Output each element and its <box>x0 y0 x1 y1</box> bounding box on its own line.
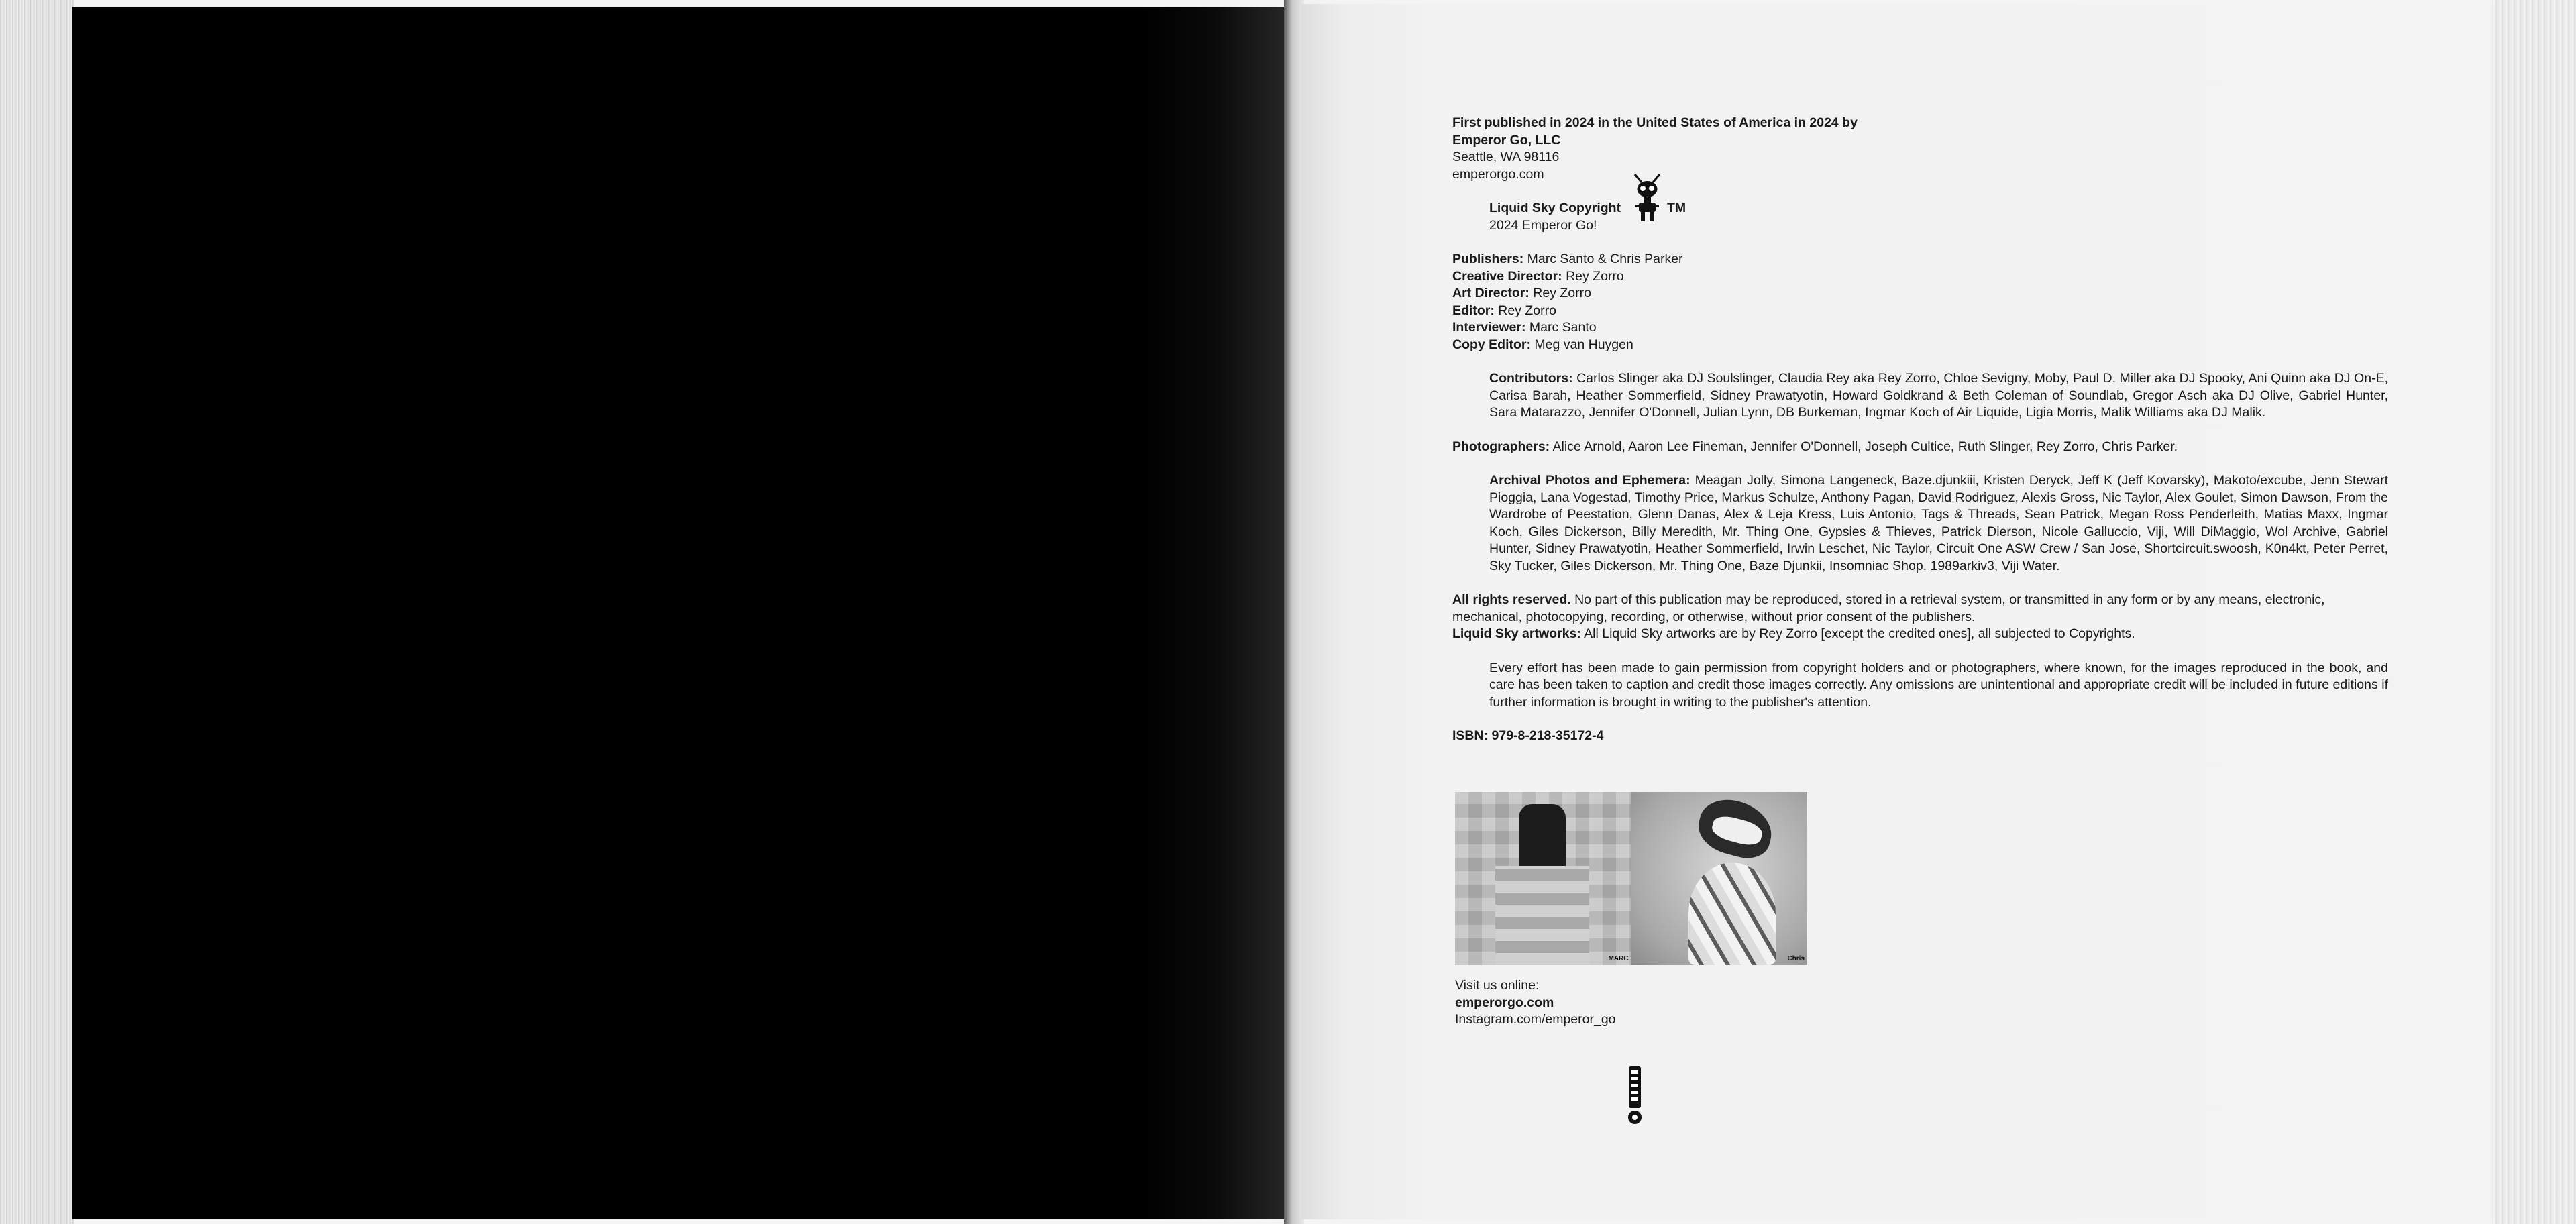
isbn: ISBN: 979-8-218-35172-4 <box>1452 728 1604 743</box>
rights-paragraph: All rights reserved. No part of this publication may be reproduced, stored in a retrieval system, or transmitted in any form or by any means, electronic, mechanical, photocopying, recording, or otherwise, without prior consent of the publishers. <box>1452 592 2325 624</box>
photo-caption: MARC <box>1608 955 1629 962</box>
credit-row: Copy Editor: Meg van Huygen <box>1452 337 1633 352</box>
credit-row: Editor: Rey Zorro <box>1452 302 1556 318</box>
emperor-go-bug-logo-icon <box>1632 173 1662 225</box>
page-edges-right <box>2492 0 2576 1224</box>
photographers-paragraph: Photographers: Alice Arnold, Aaron Lee Fineman, Jennifer O'Donnell, Joseph Cultice, Ruth Slinger, Rey Zorro, Chris Parker. <box>1452 439 2178 454</box>
publication-line: First published in 2024 in the United States of America in 2024 by <box>1452 115 1858 130</box>
trademark-mark: TM <box>1667 201 1686 215</box>
right-page <box>1301 4 2497 1219</box>
photo-strip <box>1455 792 1807 965</box>
copyright-line: Liquid Sky Copyright <box>1489 201 1621 215</box>
copyright-year: 2024 Emperor Go! <box>1489 217 1597 233</box>
emperor-go-vertical-logo-icon <box>1627 1066 1642 1125</box>
visit-label: Visit us online: <box>1455 978 1540 993</box>
visit-online-block <box>1455 977 1616 1029</box>
contributors-paragraph: Contributors: Carlos Slinger aka DJ Soulslinger, Claudia Rey aka Rey Zorro, Chloe Sevigny, Moby, Paul D. Miller aka DJ Spooky, Ani Quinn aka DJ On-E, Carisa Barah, Heather Sommerfield, Sidney Prawatyotin, Howard Goldkrand & Beth Coleman of Soundlab, Gregor Asch aka DJ Olive, Gabriel Hunter, Sara Matarazzo, Jennifer O'Donnell, Julian Lynn, DB Burkeman, Ingmar Koch of Air Liquide, Ligia Morris, Malik Williams aka DJ Malik. <box>1489 371 2388 420</box>
publisher-website: emperorgo.com <box>1452 166 1544 182</box>
left-page-black <box>72 7 1287 1219</box>
photo-caption: Chris <box>1787 955 1805 962</box>
credit-row: Art Director: Rey Zorro <box>1452 286 1591 300</box>
credits-list <box>1452 251 2388 353</box>
copyright-page-content <box>1452 115 2388 745</box>
artworks-paragraph: Liquid Sky artworks: All Liquid Sky artworks are by Rey Zorro [except the credited ones], all subjected to Copyrights. <box>1452 626 2135 641</box>
effort-paragraph: Every effort has been made to gain permission from copyright holders and or photographers, where known, for the images reproduced in the book, and care has been taken to caption and credit those images correctly. Any omissions are unintentional and appropriate credit will be included in future editions if further information is brought in writing to the publisher's attention. <box>1489 660 2388 710</box>
publisher-city: Seattle, WA 98116 <box>1452 150 1560 164</box>
copyright-block <box>1452 200 2388 234</box>
publisher-name: Emperor Go, LLC <box>1452 132 1561 148</box>
page-edges-left <box>0 0 74 1224</box>
photo-sculpture-portrait <box>1631 792 1808 965</box>
archival-paragraph: Archival Photos and Ephemera: Meagan Jolly, Simona Langeneck, Baze.djunkiii, Kristen Deryck, Jeff K (Jeff Kovarsky), Makoto/excube, Jenn Stewart Pioggia, Lana Vogestad, Timothy Price, Markus Schulze, Anthony Pagan, David Rodriguez, Alexis Gross, Nic Taylor, Alex Goulet, Simon Dawson, From the Wardrobe of Peestation, Glenn Danas, Alex & Leja Kress, Luis Antonio, Tags & Threads, Sean Patrick, Megan Ross Penderleith, Matias Maxx, Ingmar Koch, Giles Dickerson, Billy Meredith, Mr. Thing One, Gypsies & Thieves, Patrick Dierson, Nicole Galluccio, Viji, Will DiMaggio, Wol Archive, Gabriel Hunter, Sidney Prawatyotin, Heather Sommerfield, Irwin Leschet, Nic Taylor, Circuit One ASW Crew / San Jose, Shortcircuit.swoosh, K0n4kt, Peter Perret, Sky Tucker, Giles Dickerson, Mr. Thing One, Baze Djunkii, Insomniac Shop. 1989arkiv3, Viji Water. <box>1489 473 2388 573</box>
visit-website: emperorgo.com <box>1455 995 1554 1010</box>
visit-instagram: Instagram.com/emperor_go <box>1455 1012 1616 1027</box>
credit-row: Creative Director: Rey Zorro <box>1452 268 1624 284</box>
credit-row: Interviewer: Marc Santo <box>1452 320 1597 335</box>
credit-row: Publishers: Marc Santo & Chris Parker <box>1452 252 1683 266</box>
photo-pixelated-portrait <box>1455 792 1631 965</box>
